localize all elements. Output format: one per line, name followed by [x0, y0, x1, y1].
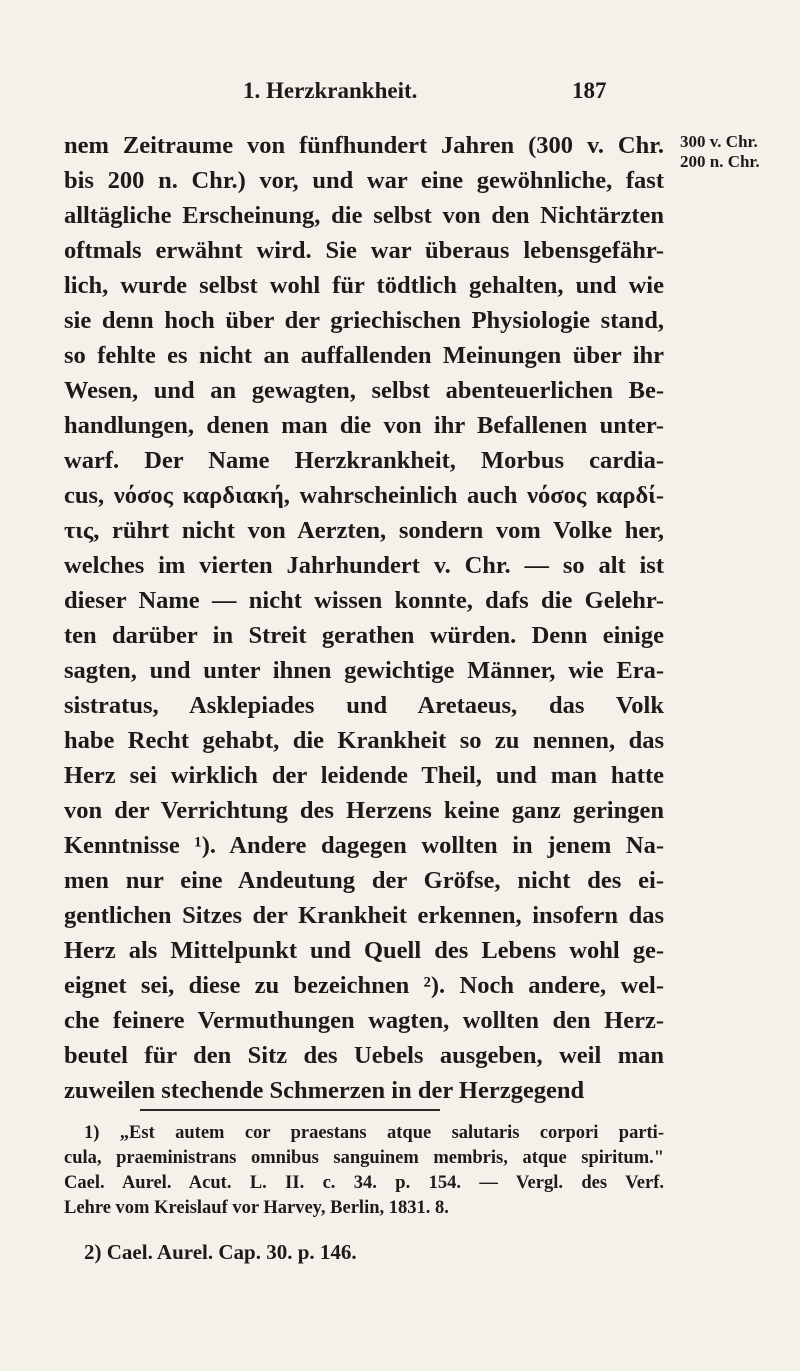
footnote-line: cula, praeministrans omnibus sanguinem membris, atque spiritum." — [64, 1148, 664, 1168]
text-line: men nur eine Andeutung der Gröfse, nicht des ei- — [64, 867, 664, 894]
text-line: alltägliche Erscheinung, die selbst von den Nichtärzten — [64, 202, 664, 229]
text-line: che feinere Vermuthungen wagten, wollten den Herz- — [64, 1007, 664, 1034]
text-line: gentlichen Sitzes der Krankheit erkennen, insofern das — [64, 902, 664, 929]
text-line: von der Verrichtung des Herzens keine ganz geringen — [64, 797, 664, 824]
footnote-line: Lehre vom Kreislauf vor Harvey, Berlin, 1831. 8. — [64, 1198, 449, 1218]
footnote-line: Cael. Aurel. Acut. L. II. c. 34. p. 154. — Vergl. des Verf. — [64, 1173, 664, 1193]
text-line: dieser Name — nicht wissen konnte, dafs die Gelehr- — [64, 587, 664, 614]
running-header — [0, 78, 800, 108]
text-line: Herz sei wirklich der leidende Theil, und man hatte — [64, 762, 664, 789]
text-line: lich, wurde selbst wohl für tödtlich gehalten, und wie — [64, 272, 664, 299]
text-line: sagten, und unter ihnen gewichtige Männer, wie Era- — [64, 657, 664, 684]
chapter-title: 1. Herzkrankheit. — [243, 78, 418, 103]
text-line: sistratus, Asklepiades und Aretaeus, das Volk — [64, 692, 664, 719]
text-line: beutel für den Sitz des Uebels ausgeben, weil man — [64, 1042, 664, 1069]
text-line: handlungen, denen man die von ihr Befallenen unter- — [64, 412, 664, 439]
main-text — [64, 128, 664, 1108]
text-line: warf. Der Name Herzkrankheit, Morbus cardia- — [64, 447, 664, 474]
margin-note-end: 200 n. Chr. — [680, 152, 760, 171]
footnote-1 — [64, 1121, 664, 1221]
text-line: ten darüber in Streit gerathen würden. Denn einige — [64, 622, 664, 649]
text-line: Herz als Mittelpunkt und Quell des Lebens wohl ge- — [64, 937, 664, 964]
text-line: oftmals erwähnt wird. Sie war überaus lebensgefähr- — [64, 237, 664, 264]
text-line: so fehlte es nicht an auffallenden Meinungen über ihr — [64, 342, 664, 369]
footnote-line: 1) „Est autem cor praestans atque salutaris corpori parti- — [84, 1123, 664, 1143]
text-line: τις, rührt nicht von Aerzten, sondern vom Volke her, — [64, 517, 664, 544]
text-line: nem Zeitraume von fünfhundert Jahren (300 v. Chr. — [64, 132, 664, 159]
page-number: 187 — [572, 78, 607, 103]
text-line: Kenntnisse ¹). Andere dagegen wollten in jenem Na- — [64, 832, 664, 859]
text-line: sie denn hoch über der griechischen Physiologie stand, — [64, 307, 664, 334]
text-line: bis 200 n. Chr.) vor, und war eine gewöhnliche, fast — [64, 167, 664, 194]
footnote-2: 2) Cael. Aurel. Cap. 30. p. 146. — [84, 1240, 357, 1264]
text-line: welches im vierten Jahrhundert v. Chr. — so alt ist — [64, 552, 664, 579]
text-line: zuweilen stechende Schmerzen in der Herzgegend — [64, 1077, 585, 1104]
text-line: Wesen, und an gewagten, selbst abenteuerlichen Be- — [64, 377, 664, 404]
text-line: eignet sei, diese zu bezeichnen ²). Noch andere, wel- — [64, 972, 664, 999]
text-line: habe Recht gehabt, die Krankheit so zu nennen, das — [64, 727, 664, 754]
text-line: cus, νόσος καρδιακή, wahrscheinlich auch νόσος καρδί- — [64, 482, 664, 509]
footnote-divider — [140, 1109, 440, 1111]
margin-note-start: 300 v. Chr. — [680, 132, 758, 151]
